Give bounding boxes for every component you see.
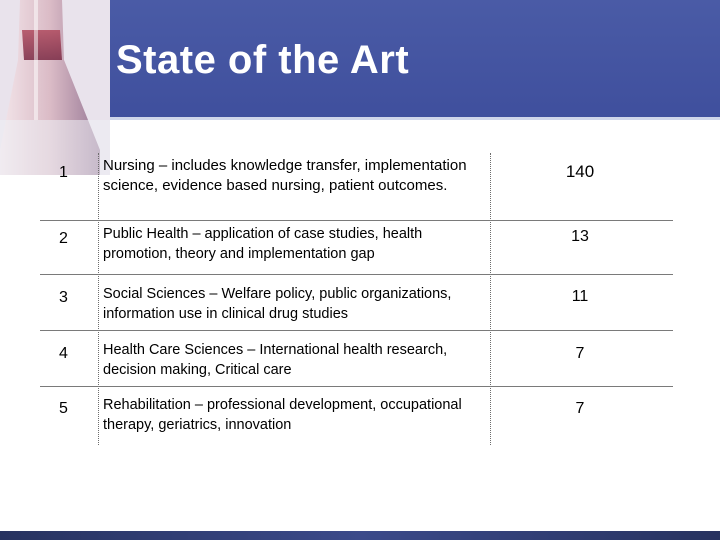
table-row — [40, 275, 673, 331]
table-row — [40, 221, 673, 275]
description-cell: Nursing – includes knowledge transfer, implementation science, evidence based nursing, patient outcomes. — [103, 157, 467, 194]
description-cell: Social Sciences – Welfare policy, public organizations, information use in clinical drug studies — [103, 286, 452, 322]
rank-cell: 4 — [59, 345, 68, 362]
rank-cell: 5 — [59, 400, 68, 417]
count-cell: 7 — [575, 345, 585, 362]
table-row — [40, 153, 673, 221]
rank-cell: 3 — [59, 289, 68, 306]
description-cell: Rehabilitation – professional development, occupational therapy, geriatrics, innovation — [103, 397, 462, 433]
slide-title: State of the Art — [116, 38, 410, 82]
count-cell: 140 — [565, 162, 595, 181]
count-cell: 7 — [575, 400, 585, 417]
table-row — [40, 387, 673, 445]
rank-cell: 1 — [59, 164, 68, 181]
footer-bar — [0, 531, 720, 540]
flask-image — [0, 0, 110, 175]
count-cell: 13 — [571, 228, 589, 245]
table-row — [40, 331, 673, 387]
count-cell: 11 — [571, 288, 589, 305]
rank-cell: 2 — [59, 230, 68, 247]
description-cell: Public Health – application of case studies, health promotion, theory and implementation gap — [103, 226, 423, 262]
description-cell: Health Care Sciences – International health research, decision making, Critical care — [103, 342, 448, 378]
